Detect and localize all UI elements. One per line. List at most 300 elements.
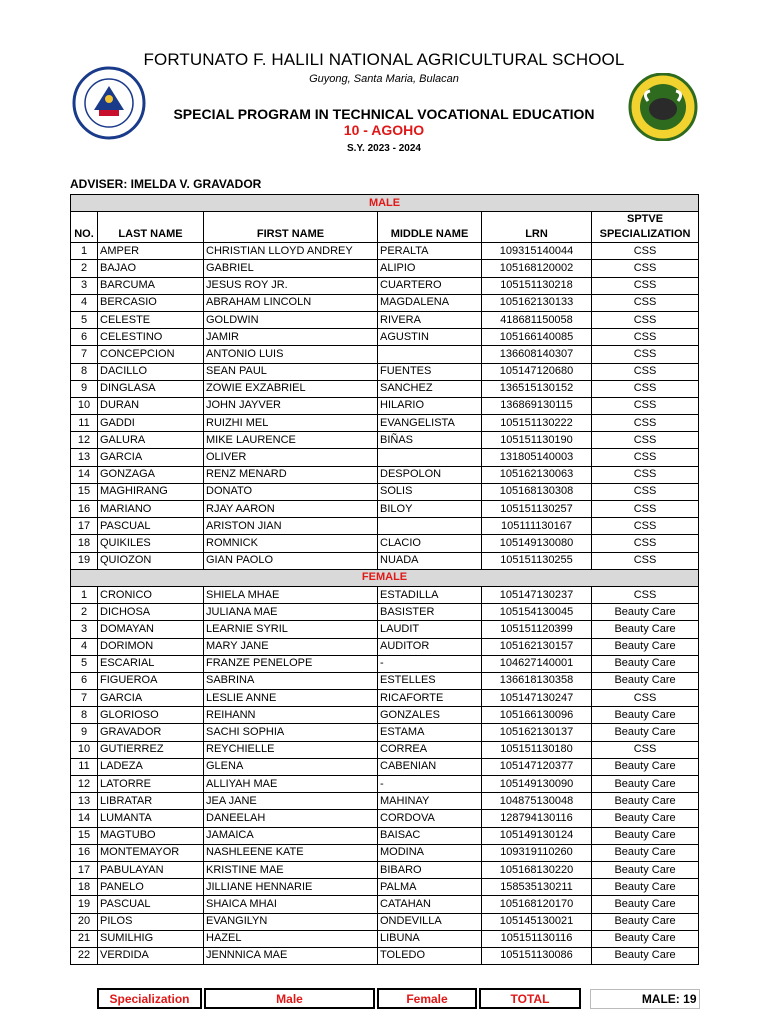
lrn-cell: 131805140003: [482, 449, 592, 466]
specialization-cell: CSS: [592, 415, 699, 432]
last-name-cell: PABULAYAN: [98, 861, 204, 878]
specialization-cell: CSS: [592, 535, 699, 552]
row-number: 1: [71, 243, 98, 260]
middle-name-cell: LAUDIT: [378, 621, 482, 638]
last-name-cell: LATORRE: [98, 776, 204, 793]
lrn-cell: 158535130211: [482, 879, 592, 896]
table-row: [71, 879, 699, 896]
lrn-cell: 136869130115: [482, 397, 592, 414]
specialization-cell: Beauty Care: [592, 621, 699, 638]
last-name-cell: BAJAO: [98, 260, 204, 277]
row-number: 3: [71, 621, 98, 638]
specialization-cell: CSS: [592, 243, 699, 260]
middle-name-cell: HILARIO: [378, 397, 482, 414]
last-name-cell: QUIKILES: [98, 535, 204, 552]
class-roster-table: [70, 194, 699, 965]
last-name-cell: SUMILHIG: [98, 930, 204, 947]
table-row: [71, 776, 699, 793]
last-name-cell: BERCASIO: [98, 294, 204, 311]
lrn-cell: 105147130237: [482, 586, 592, 603]
row-number: 14: [71, 810, 98, 827]
middle-name-cell: MAGDALENA: [378, 294, 482, 311]
row-number: 16: [71, 844, 98, 861]
lrn-cell: 105166140085: [482, 329, 592, 346]
table-row: [71, 535, 699, 552]
col-header-specialization: [592, 212, 699, 243]
specialization-cell: Beauty Care: [592, 707, 699, 724]
table-row: [71, 501, 699, 518]
col-header-first-name: FIRST NAME: [204, 212, 378, 243]
specialization-cell: Beauty Care: [592, 930, 699, 947]
specialization-cell: CSS: [592, 586, 699, 603]
first-name-cell: JENNNICA MAE: [204, 947, 378, 964]
middle-name-cell: FUENTES: [378, 363, 482, 380]
row-number: 8: [71, 363, 98, 380]
table-row: [71, 844, 699, 861]
first-name-cell: ARISTON JIAN: [204, 518, 378, 535]
lrn-cell: 105154130045: [482, 604, 592, 621]
first-name-cell: REYCHIELLE: [204, 741, 378, 758]
specialization-cell: Beauty Care: [592, 861, 699, 878]
middle-name-cell: ESTELLES: [378, 672, 482, 689]
middle-name-cell: AUDITOR: [378, 638, 482, 655]
row-number: 13: [71, 793, 98, 810]
school-year: S.Y. 2023 - 2024: [347, 143, 421, 154]
middle-name-cell: BILOY: [378, 501, 482, 518]
specialization-cell: Beauty Care: [592, 844, 699, 861]
first-name-cell: ROMNICK: [204, 535, 378, 552]
middle-name-cell: [378, 449, 482, 466]
table-row: [71, 913, 699, 930]
middle-name-cell: RICAFORTE: [378, 690, 482, 707]
specialization-cell: CSS: [592, 741, 699, 758]
row-number: 6: [71, 329, 98, 346]
middle-name-cell: BIBARO: [378, 861, 482, 878]
table-row: [71, 397, 699, 414]
last-name-cell: CELESTE: [98, 311, 204, 328]
specialization-cell: Beauty Care: [592, 655, 699, 672]
middle-name-cell: CUARTERO: [378, 277, 482, 294]
last-name-cell: PILOS: [98, 913, 204, 930]
lrn-cell: 105145130021: [482, 913, 592, 930]
specialization-cell: CSS: [592, 432, 699, 449]
row-number: 22: [71, 947, 98, 964]
specialization-cell: CSS: [592, 311, 699, 328]
last-name-cell: BARCUMA: [98, 277, 204, 294]
table-row: [71, 861, 699, 878]
last-name-cell: CELESTINO: [98, 329, 204, 346]
middle-name-cell: LIBUNA: [378, 930, 482, 947]
row-number: 4: [71, 638, 98, 655]
specialization-cell: CSS: [592, 363, 699, 380]
lrn-cell: 105151130180: [482, 741, 592, 758]
first-name-cell: RJAY AARON: [204, 501, 378, 518]
lrn-cell: 105166130096: [482, 707, 592, 724]
last-name-cell: FIGUEROA: [98, 672, 204, 689]
middle-name-cell: BIÑAS: [378, 432, 482, 449]
row-number: 12: [71, 432, 98, 449]
last-name-cell: DOMAYAN: [98, 621, 204, 638]
first-name-cell: EVANGILYN: [204, 913, 378, 930]
specialization-cell: CSS: [592, 690, 699, 707]
last-name-cell: DACILLO: [98, 363, 204, 380]
table-row: [71, 621, 699, 638]
row-number: 21: [71, 930, 98, 947]
lrn-cell: 105149130080: [482, 535, 592, 552]
first-name-cell: JILLIANE HENNARIE: [204, 879, 378, 896]
lrn-cell: 105168120170: [482, 896, 592, 913]
row-number: 10: [71, 741, 98, 758]
middle-name-cell: GONZALES: [378, 707, 482, 724]
specialization-cell: Beauty Care: [592, 604, 699, 621]
table-row: [71, 380, 699, 397]
first-name-cell: LEARNIE SYRIL: [204, 621, 378, 638]
first-name-cell: GLENA: [204, 758, 378, 775]
first-name-cell: MIKE LAURENCE: [204, 432, 378, 449]
row-number: 17: [71, 518, 98, 535]
middle-name-cell: MODINA: [378, 844, 482, 861]
specialization-cell: Beauty Care: [592, 793, 699, 810]
middle-name-cell: AGUSTIN: [378, 329, 482, 346]
first-name-cell: ABRAHAM LINCOLN: [204, 294, 378, 311]
lrn-cell: 105149130090: [482, 776, 592, 793]
specialization-cell: CSS: [592, 501, 699, 518]
lrn-cell: 105111130167: [482, 518, 592, 535]
row-number: 9: [71, 380, 98, 397]
middle-name-cell: NUADA: [378, 552, 482, 569]
first-name-cell: SHIELA MHAE: [204, 586, 378, 603]
last-name-cell: DICHOSA: [98, 604, 204, 621]
table-row: [71, 277, 699, 294]
table-row: [71, 810, 699, 827]
first-name-cell: OLIVER: [204, 449, 378, 466]
lrn-cell: 109315140044: [482, 243, 592, 260]
specialization-cell: Beauty Care: [592, 810, 699, 827]
first-name-cell: DANEELAH: [204, 810, 378, 827]
row-number: 11: [71, 415, 98, 432]
specialization-cell: CSS: [592, 380, 699, 397]
middle-name-cell: TOLEDO: [378, 947, 482, 964]
table-row: [71, 363, 699, 380]
male-rows: [71, 243, 699, 570]
lrn-cell: 136618130358: [482, 672, 592, 689]
last-name-cell: GUTIERREZ: [98, 741, 204, 758]
lrn-cell: 105162130063: [482, 466, 592, 483]
middle-name-cell: ALIPIO: [378, 260, 482, 277]
specialization-cell: CSS: [592, 294, 699, 311]
first-name-cell: HAZEL: [204, 930, 378, 947]
lrn-cell: 105151130190: [482, 432, 592, 449]
lrn-cell: 105151130086: [482, 947, 592, 964]
table-row: [71, 896, 699, 913]
specialization-cell: CSS: [592, 466, 699, 483]
first-name-cell: JESUS ROY JR.: [204, 277, 378, 294]
first-name-cell: NASHLEENE KATE: [204, 844, 378, 861]
lrn-cell: 104875130048: [482, 793, 592, 810]
male-count: MALE: 19: [590, 989, 699, 1008]
specialization-cell: CSS: [592, 277, 699, 294]
first-name-cell: SACHI SOPHIA: [204, 724, 378, 741]
table-row: [71, 260, 699, 277]
table-row: [71, 466, 699, 483]
male-band: MALE: [71, 195, 699, 212]
first-name-cell: LESLIE ANNE: [204, 690, 378, 707]
first-name-cell: ANTONIO LUIS: [204, 346, 378, 363]
middle-name-cell: -: [378, 776, 482, 793]
lrn-cell: 105151130257: [482, 501, 592, 518]
table-row: [71, 552, 699, 569]
lrn-cell: 136515130152: [482, 380, 592, 397]
lrn-cell: 109319110260: [482, 844, 592, 861]
row-number: 7: [71, 346, 98, 363]
last-name-cell: QUIOZON: [98, 552, 204, 569]
specialization-cell: Beauty Care: [592, 947, 699, 964]
row-number: 17: [71, 861, 98, 878]
lrn-cell: 105168120002: [482, 260, 592, 277]
last-name-cell: MAGTUBO: [98, 827, 204, 844]
section-title: 10 - AGOHO: [343, 122, 425, 138]
last-name-cell: GADDI: [98, 415, 204, 432]
table-row: [71, 947, 699, 964]
last-name-cell: GONZAGA: [98, 466, 204, 483]
first-name-cell: GIAN PAOLO: [204, 552, 378, 569]
first-name-cell: FRANZE PENELOPE: [204, 655, 378, 672]
middle-name-cell: PALMA: [378, 879, 482, 896]
last-name-cell: GALURA: [98, 432, 204, 449]
specialization-cell: CSS: [592, 483, 699, 500]
middle-name-cell: RIVERA: [378, 311, 482, 328]
table-row: [71, 827, 699, 844]
lrn-cell: 105147120680: [482, 363, 592, 380]
table-row: [71, 432, 699, 449]
lrn-cell: 105162130157: [482, 638, 592, 655]
row-number: 11: [71, 758, 98, 775]
table-row: [71, 586, 699, 603]
last-name-cell: AMPER: [98, 243, 204, 260]
middle-name-cell: SANCHEZ: [378, 380, 482, 397]
specialization-cell: CSS: [592, 552, 699, 569]
middle-name-cell: BASISTER: [378, 604, 482, 621]
first-name-cell: SEAN PAUL: [204, 363, 378, 380]
row-number: 3: [71, 277, 98, 294]
col-header-last-name: LAST NAME: [98, 212, 204, 243]
first-name-cell: JOHN JAYVER: [204, 397, 378, 414]
table-row: [71, 329, 699, 346]
specialization-cell: CSS: [592, 449, 699, 466]
lrn-cell: 104627140001: [482, 655, 592, 672]
table-row: [71, 294, 699, 311]
middle-name-cell: CABENIAN: [378, 758, 482, 775]
last-name-cell: PASCUAL: [98, 518, 204, 535]
summary-male: Male: [205, 989, 374, 1008]
row-number: 16: [71, 501, 98, 518]
middle-name-cell: BAISAC: [378, 827, 482, 844]
row-number: 15: [71, 483, 98, 500]
specialization-cell: CSS: [592, 346, 699, 363]
row-number: 9: [71, 724, 98, 741]
school-name: FORTUNATO F. HALILI NATIONAL AGRICULTURAL SCHOOL: [143, 50, 625, 69]
last-name-cell: PANELO: [98, 879, 204, 896]
specialization-cell: Beauty Care: [592, 776, 699, 793]
middle-name-cell: ESTAMA: [378, 724, 482, 741]
first-name-cell: JEA JANE: [204, 793, 378, 810]
summary-total: TOTAL: [480, 989, 580, 1008]
last-name-cell: DINGLASA: [98, 380, 204, 397]
first-name-cell: JAMIR: [204, 329, 378, 346]
middle-name-cell: CORREA: [378, 741, 482, 758]
last-name-cell: GLORIOSO: [98, 707, 204, 724]
row-number: 20: [71, 913, 98, 930]
first-name-cell: RUIZHI MEL: [204, 415, 378, 432]
row-number: 8: [71, 707, 98, 724]
table-row: [71, 793, 699, 810]
school-address: Guyong, Santa Maria, Bulacan: [309, 73, 459, 85]
lrn-cell: 418681150058: [482, 311, 592, 328]
middle-name-cell: [378, 518, 482, 535]
row-number: 18: [71, 879, 98, 896]
specialization-cell: Beauty Care: [592, 758, 699, 775]
middle-name-cell: CLACIO: [378, 535, 482, 552]
first-name-cell: CHRISTIAN LLOYD ANDREY: [204, 243, 378, 260]
female-rows: [71, 586, 699, 964]
middle-name-cell: CATAHAN: [378, 896, 482, 913]
table-row: [71, 655, 699, 672]
middle-name-cell: SOLIS: [378, 483, 482, 500]
lrn-cell: 105151130116: [482, 930, 592, 947]
lrn-cell: 105168130308: [482, 483, 592, 500]
specialization-cell: Beauty Care: [592, 638, 699, 655]
last-name-cell: MAGHIRANG: [98, 483, 204, 500]
specialization-cell: Beauty Care: [592, 896, 699, 913]
summary-table: [97, 988, 700, 1009]
program-title: SPECIAL PROGRAM IN TECHNICAL VOCATIONAL EDUCATION: [173, 106, 595, 122]
lrn-cell: 105151120399: [482, 621, 592, 638]
summary-specialization: Specialization: [98, 989, 201, 1008]
middle-name-cell: -: [378, 655, 482, 672]
last-name-cell: CRONICO: [98, 586, 204, 603]
first-name-cell: RENZ MENARD: [204, 466, 378, 483]
middle-name-cell: ONDEVILLA: [378, 913, 482, 930]
last-name-cell: DORIMON: [98, 638, 204, 655]
last-name-cell: PASCUAL: [98, 896, 204, 913]
table-row: [71, 741, 699, 758]
row-number: 19: [71, 552, 98, 569]
middle-name-cell: ESTADILLA: [378, 586, 482, 603]
row-number: 15: [71, 827, 98, 844]
middle-name-cell: CORDOVA: [378, 810, 482, 827]
table-row: [71, 415, 699, 432]
col-header-specialization-line2: SPECIALIZATION: [599, 228, 691, 241]
table-row: [71, 707, 699, 724]
first-name-cell: KRISTINE MAE: [204, 861, 378, 878]
table-row: [71, 243, 699, 260]
last-name-cell: VERDIDA: [98, 947, 204, 964]
lrn-cell: 105147130247: [482, 690, 592, 707]
last-name-cell: DURAN: [98, 397, 204, 414]
table-row: [71, 346, 699, 363]
last-name-cell: LUMANTA: [98, 810, 204, 827]
specialization-cell: CSS: [592, 518, 699, 535]
col-header-middle-name: MIDDLE NAME: [378, 212, 482, 243]
row-number: 6: [71, 672, 98, 689]
specialization-cell: Beauty Care: [592, 827, 699, 844]
lrn-cell: 136608140307: [482, 346, 592, 363]
lrn-cell: 105147120377: [482, 758, 592, 775]
table-row: [71, 724, 699, 741]
female-band: FEMALE: [71, 569, 699, 586]
table-row: [71, 518, 699, 535]
summary-female: Female: [378, 989, 476, 1008]
last-name-cell: GARCIA: [98, 690, 204, 707]
first-name-cell: DONATO: [204, 483, 378, 500]
row-number: 19: [71, 896, 98, 913]
first-name-cell: GABRIEL: [204, 260, 378, 277]
last-name-cell: MONTEMAYOR: [98, 844, 204, 861]
row-number: 2: [71, 604, 98, 621]
table-row: [71, 930, 699, 947]
lrn-cell: 105151130255: [482, 552, 592, 569]
table-row: [71, 311, 699, 328]
col-header-no: NO.: [71, 212, 98, 243]
last-name-cell: GARCIA: [98, 449, 204, 466]
document-header: [0, 0, 768, 175]
specialization-cell: CSS: [592, 329, 699, 346]
lrn-cell: 105168130220: [482, 861, 592, 878]
lrn-cell: 105151130218: [482, 277, 592, 294]
middle-name-cell: DESPOLON: [378, 466, 482, 483]
specialization-cell: CSS: [592, 260, 699, 277]
last-name-cell: GRAVADOR: [98, 724, 204, 741]
middle-name-cell: MAHINAY: [378, 793, 482, 810]
first-name-cell: REIHANN: [204, 707, 378, 724]
first-name-cell: GOLDWIN: [204, 311, 378, 328]
lrn-cell: 105162130137: [482, 724, 592, 741]
last-name-cell: LADEZA: [98, 758, 204, 775]
specialization-cell: CSS: [592, 397, 699, 414]
first-name-cell: MARY JANE: [204, 638, 378, 655]
lrn-cell: 105151130222: [482, 415, 592, 432]
first-name-cell: SHAICA MHAI: [204, 896, 378, 913]
table-row: [71, 638, 699, 655]
first-name-cell: ZOWIE EXZABRIEL: [204, 380, 378, 397]
middle-name-cell: EVANGELISTA: [378, 415, 482, 432]
table-row: [71, 449, 699, 466]
row-number: 18: [71, 535, 98, 552]
first-name-cell: SABRINA: [204, 672, 378, 689]
first-name-cell: ALLIYAH MAE: [204, 776, 378, 793]
row-number: 13: [71, 449, 98, 466]
table-row: [71, 604, 699, 621]
table-row: [71, 758, 699, 775]
specialization-cell: Beauty Care: [592, 672, 699, 689]
row-number: 5: [71, 311, 98, 328]
middle-name-cell: [378, 346, 482, 363]
specialization-cell: Beauty Care: [592, 724, 699, 741]
lrn-cell: 105149130124: [482, 827, 592, 844]
specialization-cell: Beauty Care: [592, 913, 699, 930]
row-number: 7: [71, 690, 98, 707]
col-header-lrn: LRN: [482, 212, 592, 243]
specialization-cell: Beauty Care: [592, 879, 699, 896]
last-name-cell: ESCARIAL: [98, 655, 204, 672]
last-name-cell: LIBRATAR: [98, 793, 204, 810]
first-name-cell: JULIANA MAE: [204, 604, 378, 621]
lrn-cell: 128794130116: [482, 810, 592, 827]
first-name-cell: JAMAICA: [204, 827, 378, 844]
col-header-specialization-line1: SPTVE: [627, 213, 664, 226]
row-number: 10: [71, 397, 98, 414]
table-row: [71, 690, 699, 707]
